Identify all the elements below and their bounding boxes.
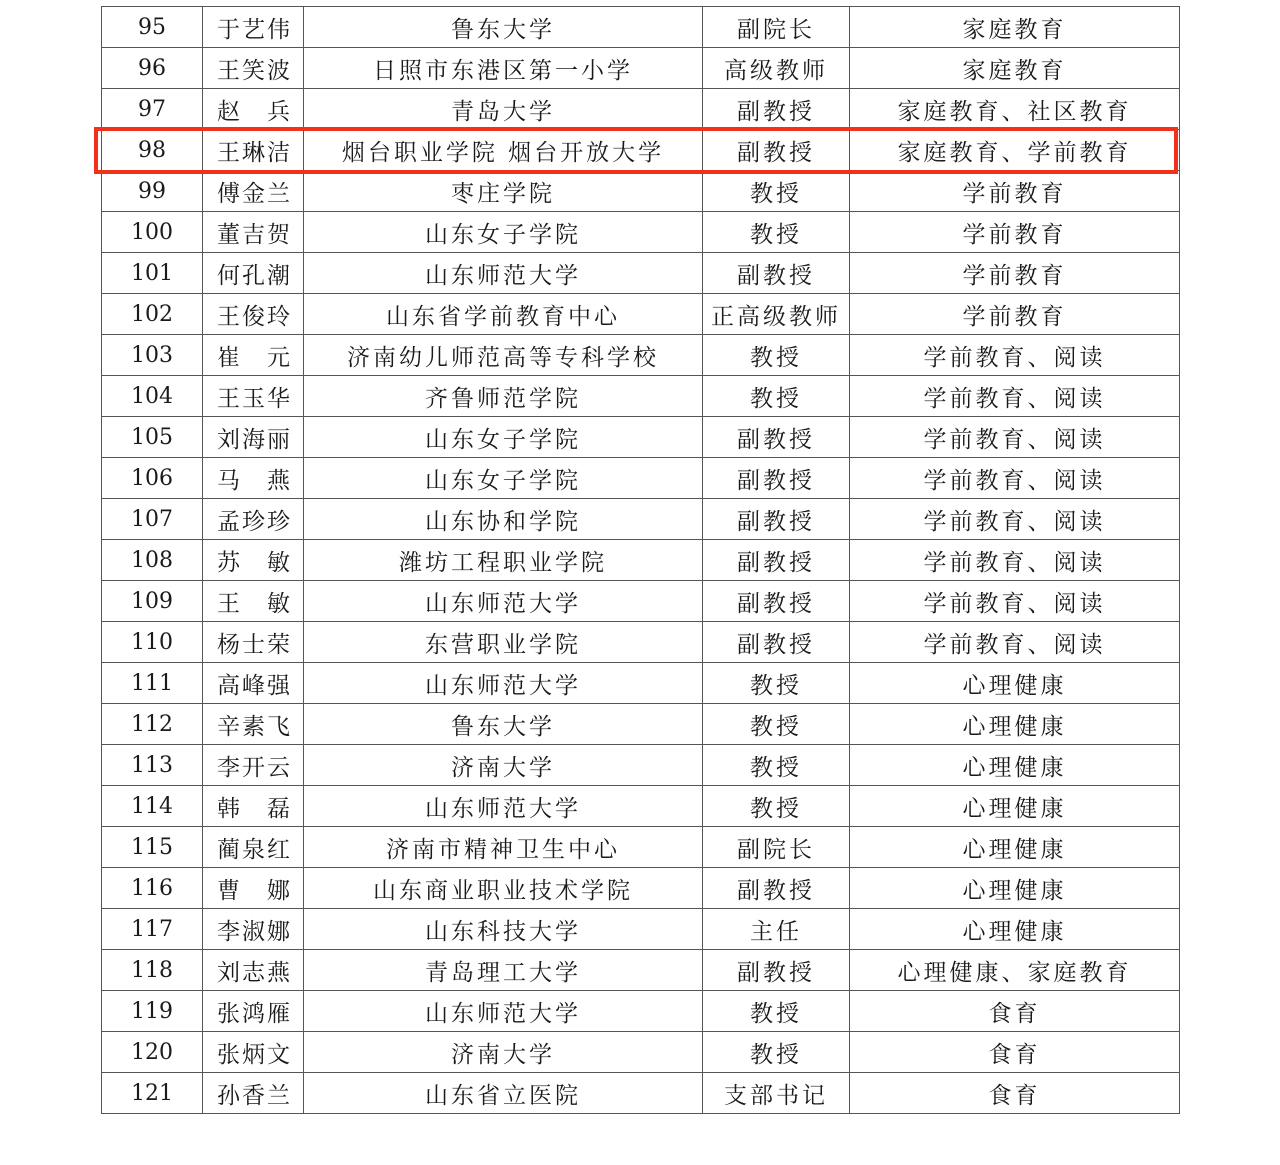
- row-number-cell: 97: [102, 89, 203, 130]
- job-title-cell: 教授: [703, 376, 850, 417]
- person-name-cell: 杨士荣: [203, 622, 304, 663]
- job-title-cell: 副教授: [703, 622, 850, 663]
- organization-cell: 山东师范大学: [304, 991, 703, 1032]
- organization-cell: 山东师范大学: [304, 786, 703, 827]
- job-title-cell: 教授: [703, 704, 850, 745]
- organization-cell: 济南大学: [304, 745, 703, 786]
- table-row: [102, 540, 1180, 581]
- expertise-field-cell: 食育: [850, 1032, 1180, 1073]
- row-number-cell: 113: [102, 745, 203, 786]
- expertise-field-cell: 学前教育、阅读: [850, 540, 1180, 581]
- organization-cell: 山东协和学院: [304, 499, 703, 540]
- organization-cell: 齐鲁师范学院: [304, 376, 703, 417]
- person-name-cell: 崔 元: [203, 335, 304, 376]
- table-row: [102, 950, 1180, 991]
- organization-cell: 山东科技大学: [304, 909, 703, 950]
- table-row: [102, 499, 1180, 540]
- job-title-cell: 支部书记: [703, 1073, 850, 1114]
- expertise-field-cell: 食育: [850, 1073, 1180, 1114]
- row-number-cell: 109: [102, 581, 203, 622]
- person-name-cell: 曹 娜: [203, 868, 304, 909]
- row-number-cell: 108: [102, 540, 203, 581]
- expertise-field-cell: 学前教育、阅读: [850, 376, 1180, 417]
- person-name-cell: 张炳文: [203, 1032, 304, 1073]
- table-row: [102, 909, 1180, 950]
- person-name-cell: 韩 磊: [203, 786, 304, 827]
- person-name-cell: 刘海丽: [203, 417, 304, 458]
- expertise-field-cell: 心理健康: [850, 704, 1180, 745]
- expertise-field-cell: 学前教育、阅读: [850, 581, 1180, 622]
- row-number-cell: 95: [102, 7, 203, 48]
- organization-cell: 济南幼儿师范高等专科学校: [304, 335, 703, 376]
- job-title-cell: 副教授: [703, 417, 850, 458]
- table-row: [102, 622, 1180, 663]
- person-name-cell: 刘志燕: [203, 950, 304, 991]
- person-name-cell: 马 燕: [203, 458, 304, 499]
- table-row: [102, 1032, 1180, 1073]
- organization-cell: 山东师范大学: [304, 581, 703, 622]
- organization-cell: 潍坊工程职业学院: [304, 540, 703, 581]
- organization-cell: 山东女子学院: [304, 212, 703, 253]
- row-number-cell: 106: [102, 458, 203, 499]
- table-row: [102, 745, 1180, 786]
- expertise-field-cell: 家庭教育、学前教育: [850, 130, 1180, 171]
- row-number-cell: 121: [102, 1073, 203, 1114]
- table-row: [102, 48, 1180, 89]
- person-name-cell: 王笑波: [203, 48, 304, 89]
- expertise-field-cell: 学前教育: [850, 253, 1180, 294]
- expertise-field-cell: 学前教育: [850, 294, 1180, 335]
- job-title-cell: 主任: [703, 909, 850, 950]
- row-number-cell: 118: [102, 950, 203, 991]
- row-number-cell: 101: [102, 253, 203, 294]
- organization-cell: 山东女子学院: [304, 417, 703, 458]
- row-number-cell: 104: [102, 376, 203, 417]
- table-row: [102, 7, 1180, 48]
- job-title-cell: 副教授: [703, 581, 850, 622]
- table-row: [102, 663, 1180, 704]
- job-title-cell: 副教授: [703, 868, 850, 909]
- organization-cell: 鲁东大学: [304, 7, 703, 48]
- table-row: [102, 868, 1180, 909]
- row-number-cell: 99: [102, 171, 203, 212]
- table-row: [102, 130, 1180, 171]
- job-title-cell: 教授: [703, 171, 850, 212]
- organization-cell: 青岛理工大学: [304, 950, 703, 991]
- row-number-cell: 100: [102, 212, 203, 253]
- job-title-cell: 教授: [703, 335, 850, 376]
- expertise-field-cell: 食育: [850, 991, 1180, 1032]
- person-name-cell: 张鸿雁: [203, 991, 304, 1032]
- organization-cell: 山东女子学院: [304, 458, 703, 499]
- person-name-cell: 赵 兵: [203, 89, 304, 130]
- row-number-cell: 111: [102, 663, 203, 704]
- job-title-cell: 教授: [703, 1032, 850, 1073]
- table-row: [102, 294, 1180, 335]
- organization-cell: 济南市精神卫生中心: [304, 827, 703, 868]
- expertise-field-cell: 心理健康、家庭教育: [850, 950, 1180, 991]
- table-row: [102, 827, 1180, 868]
- organization-cell: 山东师范大学: [304, 663, 703, 704]
- job-title-cell: 教授: [703, 991, 850, 1032]
- expertise-field-cell: 学前教育、阅读: [850, 417, 1180, 458]
- row-number-cell: 115: [102, 827, 203, 868]
- job-title-cell: 高级教师: [703, 48, 850, 89]
- row-number-cell: 112: [102, 704, 203, 745]
- job-title-cell: 副教授: [703, 130, 850, 171]
- person-name-cell: 于艺伟: [203, 7, 304, 48]
- job-title-cell: 副教授: [703, 499, 850, 540]
- row-number-cell: 98: [102, 130, 203, 171]
- table-row: [102, 376, 1180, 417]
- expertise-field-cell: 心理健康: [850, 663, 1180, 704]
- expertise-field-cell: 心理健康: [850, 745, 1180, 786]
- expert-table-body: [102, 7, 1180, 1114]
- job-title-cell: 教授: [703, 212, 850, 253]
- table-row: [102, 581, 1180, 622]
- row-number-cell: 96: [102, 48, 203, 89]
- table-row: [102, 704, 1180, 745]
- job-title-cell: 教授: [703, 786, 850, 827]
- job-title-cell: 教授: [703, 745, 850, 786]
- table-row: [102, 458, 1180, 499]
- expert-table: [101, 6, 1180, 1114]
- organization-cell: 济南大学: [304, 1032, 703, 1073]
- person-name-cell: 李淑娜: [203, 909, 304, 950]
- job-title-cell: 副教授: [703, 89, 850, 130]
- expertise-field-cell: 家庭教育: [850, 48, 1180, 89]
- row-number-cell: 119: [102, 991, 203, 1032]
- organization-cell: 鲁东大学: [304, 704, 703, 745]
- row-number-cell: 120: [102, 1032, 203, 1073]
- organization-cell: 东营职业学院: [304, 622, 703, 663]
- table-row: [102, 1073, 1180, 1114]
- organization-cell: 山东师范大学: [304, 253, 703, 294]
- person-name-cell: 王玉华: [203, 376, 304, 417]
- job-title-cell: 正高级教师: [703, 294, 850, 335]
- person-name-cell: 辛素飞: [203, 704, 304, 745]
- expertise-field-cell: 心理健康: [850, 786, 1180, 827]
- person-name-cell: 苏 敏: [203, 540, 304, 581]
- table-row: [102, 171, 1180, 212]
- job-title-cell: 副教授: [703, 950, 850, 991]
- expertise-field-cell: 学前教育、阅读: [850, 499, 1180, 540]
- expertise-field-cell: 学前教育、阅读: [850, 622, 1180, 663]
- organization-cell: 山东商业职业技术学院: [304, 868, 703, 909]
- person-name-cell: 王俊玲: [203, 294, 304, 335]
- organization-cell: 青岛大学: [304, 89, 703, 130]
- table-row: [102, 89, 1180, 130]
- job-title-cell: 副院长: [703, 827, 850, 868]
- table-row: [102, 991, 1180, 1032]
- row-number-cell: 116: [102, 868, 203, 909]
- row-number-cell: 117: [102, 909, 203, 950]
- row-number-cell: 103: [102, 335, 203, 376]
- organization-cell: 山东省立医院: [304, 1073, 703, 1114]
- person-name-cell: 孟珍珍: [203, 499, 304, 540]
- row-number-cell: 107: [102, 499, 203, 540]
- row-number-cell: 110: [102, 622, 203, 663]
- table-row: [102, 335, 1180, 376]
- organization-cell: 日照市东港区第一小学: [304, 48, 703, 89]
- table-row: [102, 417, 1180, 458]
- expertise-field-cell: 学前教育、阅读: [850, 458, 1180, 499]
- job-title-cell: 副教授: [703, 253, 850, 294]
- table-row: [102, 212, 1180, 253]
- job-title-cell: 教授: [703, 663, 850, 704]
- expert-list-sheet: [101, 6, 1179, 1114]
- row-number-cell: 105: [102, 417, 203, 458]
- expertise-field-cell: 家庭教育、社区教育: [850, 89, 1180, 130]
- expertise-field-cell: 心理健康: [850, 827, 1180, 868]
- expertise-field-cell: 心理健康: [850, 868, 1180, 909]
- person-name-cell: 王琳洁: [203, 130, 304, 171]
- person-name-cell: 高峰强: [203, 663, 304, 704]
- expertise-field-cell: 家庭教育: [850, 7, 1180, 48]
- organization-cell: 烟台职业学院 烟台开放大学: [304, 130, 703, 171]
- organization-cell: 山东省学前教育中心: [304, 294, 703, 335]
- expertise-field-cell: 心理健康: [850, 909, 1180, 950]
- expertise-field-cell: 学前教育、阅读: [850, 335, 1180, 376]
- person-name-cell: 傅金兰: [203, 171, 304, 212]
- person-name-cell: 董吉贺: [203, 212, 304, 253]
- expertise-field-cell: 学前教育: [850, 212, 1180, 253]
- row-number-cell: 114: [102, 786, 203, 827]
- organization-cell: 枣庄学院: [304, 171, 703, 212]
- table-row: [102, 253, 1180, 294]
- person-name-cell: 蔺泉红: [203, 827, 304, 868]
- person-name-cell: 王 敏: [203, 581, 304, 622]
- table-row: [102, 786, 1180, 827]
- person-name-cell: 何孔潮: [203, 253, 304, 294]
- person-name-cell: 李开云: [203, 745, 304, 786]
- person-name-cell: 孙香兰: [203, 1073, 304, 1114]
- job-title-cell: 副教授: [703, 458, 850, 499]
- job-title-cell: 副教授: [703, 540, 850, 581]
- expertise-field-cell: 学前教育: [850, 171, 1180, 212]
- row-number-cell: 102: [102, 294, 203, 335]
- job-title-cell: 副院长: [703, 7, 850, 48]
